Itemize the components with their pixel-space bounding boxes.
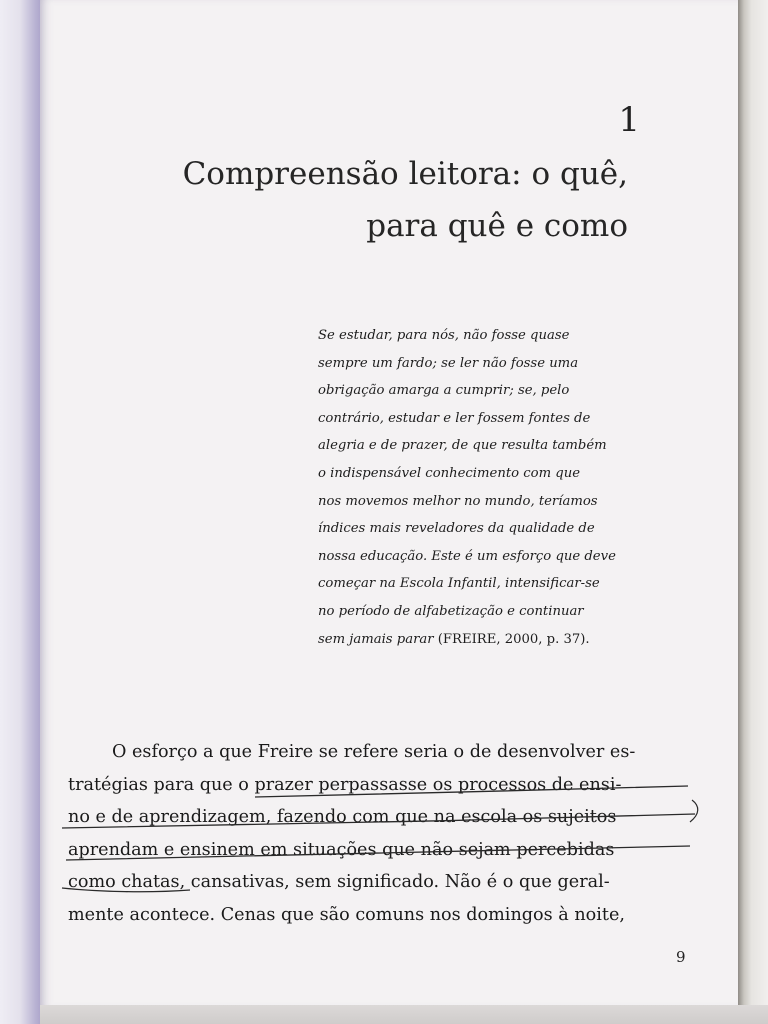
chapter-title-line: Compreensão leitora: o quê,	[182, 156, 628, 192]
body-line: como chatas, cansativas, sem significado. Não é o que geral-	[68, 872, 610, 892]
body-line: tratégias para que o prazer perpassasse os processos de ensi-	[68, 774, 622, 795]
body-line: mente acontece. Cenas que são comuns nos domingos à noite,	[68, 904, 625, 925]
epigraph-line: no período de alfabetização e continuar	[318, 603, 584, 619]
chapter-title-line: para quê e como	[366, 208, 628, 244]
book-page	[40, 0, 740, 1008]
epigraph-line: o indispensável conhecimento com que	[318, 465, 581, 481]
epigraph-line: Se estudar, para nós, não fosse quase	[318, 328, 570, 343]
body-paragraph	[68, 736, 698, 931]
epigraph-last-line	[318, 626, 678, 654]
epigraph-citation: (FREIRE, 2000, p. 37).	[437, 631, 590, 647]
epigraph-line-text: sem jamais parar	[318, 631, 438, 647]
epigraph-line: alegria e de prazer, de que resulta também	[318, 438, 607, 454]
body-line: no e de aprendizagem, fazendo com que na escola os sujeitos	[68, 807, 617, 827]
epigraph-line: começar na Escola Infantil, intensificar-se	[318, 576, 600, 592]
epigraph-quote	[318, 322, 678, 653]
body-line: O esforço a que Freire se refere seria o de desenvolver es-	[112, 742, 636, 762]
body-line: aprendam e ensinem em situações que não sejam percebidas	[68, 839, 615, 860]
epigraph-line: contrário, estudar e ler fossem fontes de	[318, 410, 591, 426]
epigraph-line: índices mais reveladores da qualidade de	[318, 521, 595, 537]
page-edge-right	[738, 0, 768, 1024]
page-number: 9	[676, 948, 686, 966]
epigraph-line: sempre um fardo; se ler não fosse uma	[318, 355, 579, 371]
book-spine-shadow	[0, 0, 44, 1024]
epigraph-line: nos movemos melhor no mundo, teríamos	[318, 493, 598, 509]
chapter-number: 1	[618, 100, 640, 140]
epigraph-line: obrigação amarga a cumprir; se, pelo	[318, 383, 570, 399]
page-edge-bottom	[40, 1005, 768, 1024]
epigraph-line: nossa educação. Este é um esforço que deve	[318, 548, 616, 564]
chapter-title	[183, 148, 628, 252]
